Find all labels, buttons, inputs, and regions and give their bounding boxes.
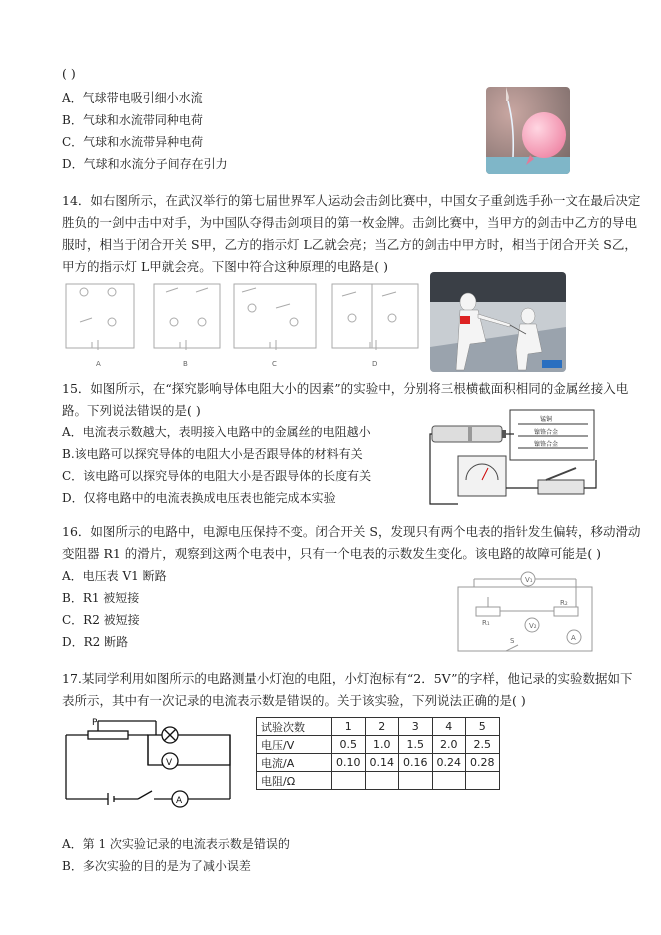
q16-label-r1: R₁ xyxy=(482,619,490,627)
q14-line-3: 服时，相当于闭合开关 S甲，乙方的指示灯 L乙就会亮；当乙方的剑击中甲方时，相当于闭合开关 S乙， xyxy=(62,237,637,252)
q16-option-d: D．R2 断路 xyxy=(62,635,129,649)
table-cell: 1.5 xyxy=(399,736,433,754)
q14-line-2: 胜负的一剑中击中对手，为中国队夺得击剑项目的第一枚金牌。击剑比赛中，当甲方的剑击中乙方的导电 xyxy=(62,215,638,230)
q14-label-b: B xyxy=(183,360,188,368)
switch-icon xyxy=(538,468,584,494)
q17-ammeter-label: A xyxy=(176,796,183,806)
q15-experiment-diagram xyxy=(428,408,600,516)
table-cell xyxy=(332,772,366,790)
q17-option-a: A．第 1 次实验记录的电流表示数是错误的 xyxy=(62,837,290,851)
q16-label-v1: V₁ xyxy=(525,576,533,584)
q16-label-r2: R₂ xyxy=(560,599,568,607)
q14-label-d: D xyxy=(372,360,378,368)
q15-option-a: A．电流表示数越大，表明接入电路中的金属丝的电阻越小 xyxy=(62,425,371,439)
q15-option-d: D．仅将电路中的电流表换成电压表也能完成本实验 xyxy=(62,491,336,505)
q16-label-s: S xyxy=(510,637,515,645)
table-row xyxy=(257,736,500,754)
q14-circuit-options xyxy=(62,278,424,378)
q16-label-a: A xyxy=(571,634,576,642)
q14-label-c: C xyxy=(272,360,277,368)
q17-data-table xyxy=(256,717,500,790)
q14-label-a: A xyxy=(96,360,101,368)
q17-option-b: B．多次实验的目的是为了减小误差 xyxy=(62,859,251,873)
board-label-3: 镍铬合金 xyxy=(534,441,559,448)
q15-option-b: B.该电路可以探究导体的电阻大小是否跟导体的材料有关 xyxy=(62,447,363,461)
q17-voltmeter-label: V xyxy=(166,758,173,768)
fencing-photo xyxy=(430,272,566,372)
table-cell: 1 xyxy=(332,718,366,736)
q15-line-2: 路。下列说法错误的是( ) xyxy=(62,403,201,418)
ammeter-icon xyxy=(458,456,506,496)
q16-line-2: 变阻器 R1 的滑片，观察到这两个电表中，只有一个电表的示数发生变化。该电路的故障可能是( ) xyxy=(62,546,602,561)
q13-option-c: C．气球和水流带异种电荷 xyxy=(62,135,204,149)
q13-stem: ( ) xyxy=(62,66,76,81)
table-cell: 电流/A xyxy=(257,754,332,772)
table-cell: 电阻/Ω xyxy=(257,772,332,790)
battery-icon xyxy=(432,426,506,442)
q14-circuit-c xyxy=(234,284,316,368)
table-row xyxy=(257,772,500,790)
q14-line-1: 14．如右图所示，在武汉举行的第七届世界军人运动会击剑比赛中，中国女子重剑选手孙一文在最后决定 xyxy=(62,193,641,208)
q16-option-b: B．R1 被短接 xyxy=(62,591,140,605)
table-cell: 2 xyxy=(365,718,399,736)
table-cell: 3 xyxy=(399,718,433,736)
table-cell xyxy=(399,772,433,790)
table-cell: 试验次数 xyxy=(257,718,332,736)
q15-line-1: 15．如图所示，在“探究影响导体电阻大小的因素”的实验中，分别将三根横截面积相同的金属丝接入电 xyxy=(62,381,629,396)
table-cell: 0.5 xyxy=(332,736,366,754)
table-cell xyxy=(432,772,466,790)
table-cell: 0.24 xyxy=(432,754,466,772)
q16-option-a: A．电压表 V1 断路 xyxy=(62,569,167,583)
q15-option-c: C．该电路可以探究导体的电阻大小是否跟导体的长度有关 xyxy=(62,469,372,483)
table-cell: 0.14 xyxy=(365,754,399,772)
q17-circuit-diagram xyxy=(62,713,242,813)
table-cell: 5 xyxy=(466,718,500,736)
board-label-1: 锰铜 xyxy=(540,416,553,423)
table-row xyxy=(257,754,500,772)
q13-option-d: D．气球和水流分子间存在引力 xyxy=(62,157,228,171)
q17-line-2: 表所示，其中有一次记录的电流表示数是错误的。关于该实验，下列说法正确的是( ) xyxy=(62,693,526,708)
board-label-2: 镍铬合金 xyxy=(534,429,559,436)
q17-slider-label: P xyxy=(92,718,98,728)
table-cell: 0.16 xyxy=(399,754,433,772)
balloon-water-photo xyxy=(486,87,570,174)
q13-option-b: B．气球和水流带同种电荷 xyxy=(62,113,203,127)
table-cell xyxy=(365,772,399,790)
table-cell xyxy=(466,772,500,790)
table-cell: 4 xyxy=(432,718,466,736)
table-cell: 电压/V xyxy=(257,736,332,754)
q16-line-1: 16．如图所示的电路中，电源电压保持不变。闭合开关 S，发现只有两个电表的指针发生偏转，移动滑动 xyxy=(62,524,641,539)
q16-circuit-diagram xyxy=(454,567,600,661)
q16-option-c: C．R2 被短接 xyxy=(62,613,140,627)
q14-line-4: 甲方的指示灯 L甲就会亮。下图中符合这种原理的电路是( ) xyxy=(62,259,389,274)
q13-option-a: A．气球带电吸引细小水流 xyxy=(62,91,203,105)
q17-line-1: 17.某同学利用如图所示的电路测量小灯泡的电阻，小灯泡标有“2．5V”的字样，他记录的实验数据如下 xyxy=(62,671,633,686)
q14-circuit-a xyxy=(66,284,134,368)
table-row xyxy=(257,718,500,736)
table-cell: 1.0 xyxy=(365,736,399,754)
table-cell: 2.5 xyxy=(466,736,500,754)
table-cell: 0.28 xyxy=(466,754,500,772)
wire-board xyxy=(510,410,594,460)
table-cell: 0.10 xyxy=(332,754,366,772)
table-cell: 2.0 xyxy=(432,736,466,754)
q14-circuit-d xyxy=(332,284,418,368)
q14-circuit-b xyxy=(154,284,220,368)
q16-label-v2: V₂ xyxy=(529,622,537,630)
